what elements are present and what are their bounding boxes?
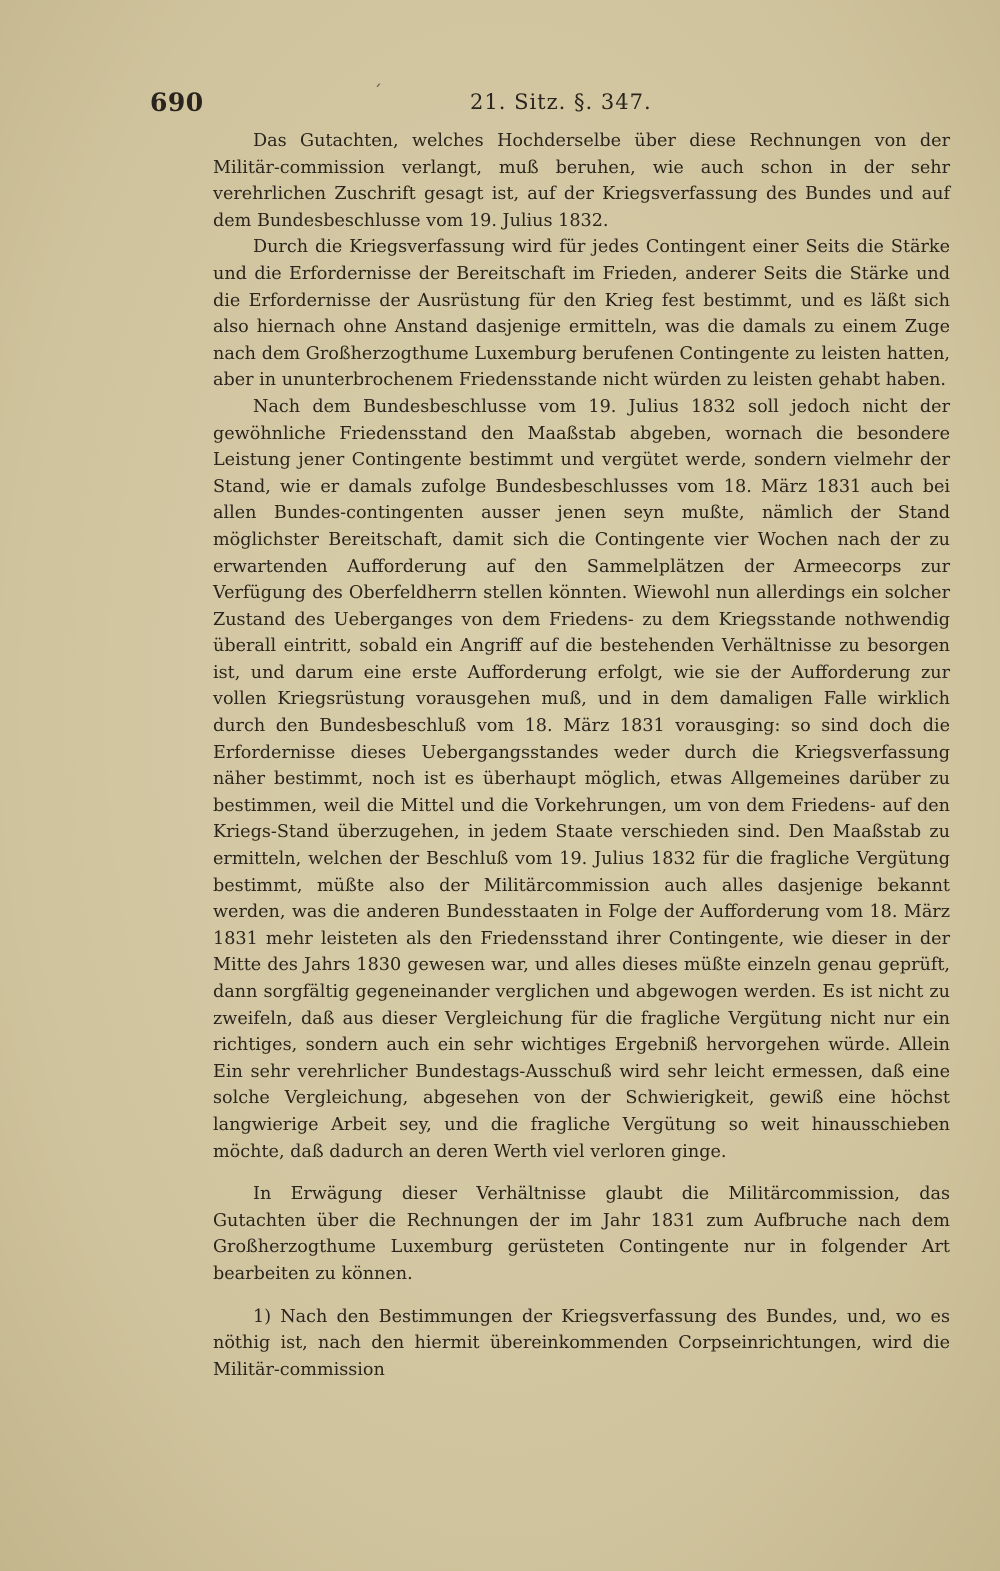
page-number: 690 [150,88,204,117]
paragraph-3: Nach dem Bundesbeschlusse vom 19. Julius 1832 soll jedoch nicht der gewöhnliche Friedensstand den Maaßstab abgeben, wornach die besondere Leistung jener Contingente bestimmt und vergütet werde, sondern vielmehr der Stand, wie er damals zufolge Bundesbeschlusses vom 18. März 1831 auch bei allen Bundes-contingenten ausser jenen seyn mußte, nämlich der Stand möglichster Bereitschaft, damit sich die Contingente vier Wochen nach der zu erwartenden Aufforderung auf den Sammelplätzen der Armeecorps zur Verfügung des Oberfeldherrn stellen könnten. Wiewohl nun allerdings ein solcher Zustand des Ueberganges von dem Friedens- zu dem Kriegsstande nothwendig überall eintritt, sobald ein Angriff auf die bestehenden Verhältnisse zu besorgen ist, und darum eine erste Aufforderung erfolgt, wie sie der Aufforderung zur vollen Kriegsrüstung vorausgehen muß, und in dem damaligen Falle wirklich durch den Bundesbeschluß vom 18. März 1831 vorausging: so sind doch die Erfordernisse dieses Uebergangsstandes weder durch die Kriegsverfassung näher bestimmt, noch ist es überhaupt möglich, etwas Allgemeines darüber zu bestimmen, weil die Mittel und die Vorkehrungen, um von dem Friedens- auf den Kriegs-Stand überzugehen, in jedem Staate verschieden sind. Den Maaßstab zu ermitteln, welchen der Beschluß vom 19. Julius 1832 für die fragliche Vergütung bestimmt, müßte also der Militärcommission auch alles dasjenige bekannt werden, was die anderen Bundesstaaten in Folge der Aufforderung vom 18. März 1831 mehr leisteten als den Friedensstand ihrer Contingente, wie dieser in der Mitte des Jahrs 1830 gewesen war, und alles dieses müßte einzeln genau geprüft, dann sorgfältig gegeneinander verglichen und abgewogen werden. Es ist nicht zu zweifeln, daß aus dieser Vergleichung für die fragliche Vergütung nicht nur ein richtiges, sondern auch ein sehr wichtiges Ergebniß hervorgehen würde. Allein Ein sehr verehrlicher Bundestags-Ausschuß wird sehr leicht ermessen, daß eine solche Vergleichung, abgesehen von der Schwierigkeit, gewiß eine höchst langwierige Arbeit sey, und die fragliche Vergütung so weit hinausschieben möchte, daß dadurch an deren Werth viel verloren ginge. [213,396,950,1162]
page-header [0,82,1000,128]
paragraph-1: Das Gutachten, welches Hochderselbe über diese Rechnungen von der Militär-commission verlangt, muß beruhen, wie auch schon in der sehr verehrlichen Zuschrift gesagt ist, auf der Kriegsverfassung des Bundes und auf dem Bundesbeschlusse vom 19. Julius 1832. [213,131,950,231]
body-text [213,128,950,1383]
paragraph-5: 1) Nach den Bestimmungen der Kriegsverfassung des Bundes, und, wo es nöthig ist, nach den hiermit übereinkommenden Corpseinrichtungen, wird die Militär-commission [213,1306,950,1380]
paragraph-4: In Erwägung dieser Verhältnisse glaubt die Militärcommission, das Gutachten über die Rechnungen der im Jahr 1831 zum Aufbruche nach dem Großherzogthume Luxemburg gerüsteten Contingente nur in folgender Art bearbeiten zu können. [213,1184,950,1284]
running-head: 21. Sitz. §. 347. [470,90,652,114]
paragraph-2: Durch die Kriegsverfassung wird für jedes Contingent einer Seits die Stärke und die Erfordernisse der Bereitschaft im Frieden, anderer Seits die Stärke und die Erfordernisse der Ausrüstung für den Krieg fest bestimmt, und es läßt sich also hiernach ohne Anstand dasjenige ermitteln, was die damals zu einem Zuge nach dem Großherzogthume Luxemburg berufenen Contingente zu leisten hatten, aber in ununterbrochenem Friedensstande nicht würden zu leisten gehabt haben. [213,237,950,391]
pen-mark-icon: ˊ [373,82,382,103]
